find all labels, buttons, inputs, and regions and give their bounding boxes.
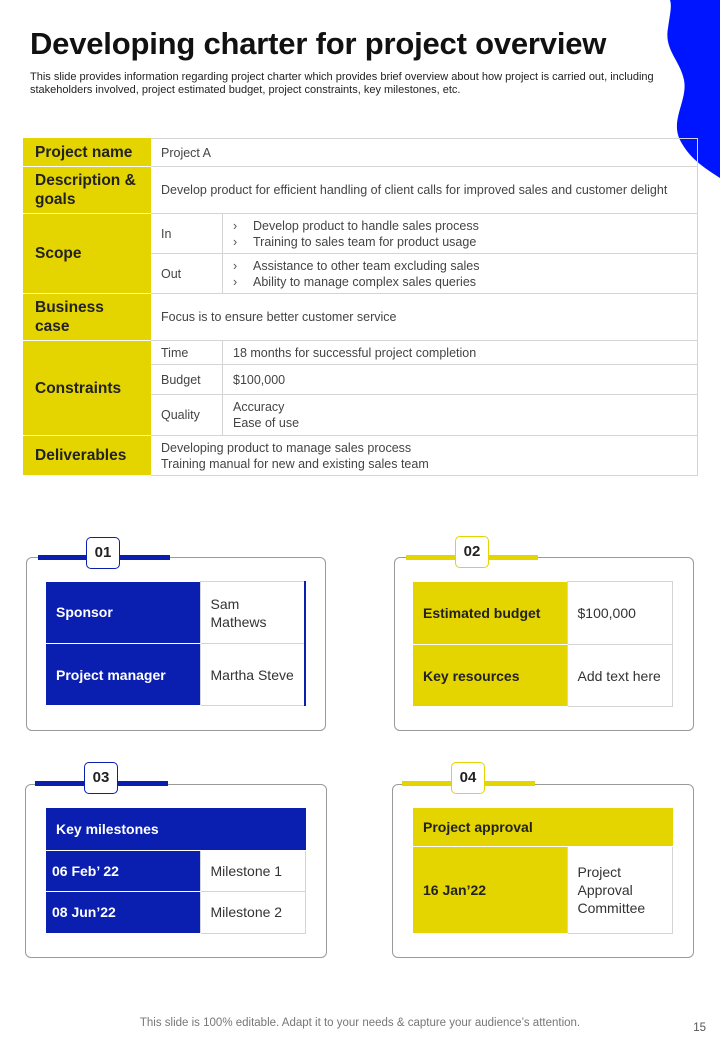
project-manager-value: Martha Steve [200,644,305,706]
list-item: Developing product to manage sales process [161,440,412,455]
table-row [46,808,306,850]
table-row [46,891,306,933]
business-case-value: Focus is to ensure better customer service [151,294,698,341]
footer-note: This slide is 100% editable. Adapt it to your needs & capture your audience’s attention. [139,1017,581,1029]
constraints-quality-label: Quality [151,395,223,436]
stakeholders-table [46,581,306,706]
business-case-label: Business case [24,294,151,341]
deliverables-label: Deliverables [24,436,151,476]
card-04-number-badge: 04 [451,762,485,794]
list-item: › Develop product to handle sales process [233,218,479,233]
key-resources-value: Add text here [567,645,673,707]
table-row [413,645,673,707]
constraints-time-value: 18 months for successful project completion [223,341,698,365]
scope-in-list [223,214,698,254]
table-row [413,846,673,933]
scope-in-label: In [151,214,223,254]
milestone-2-date: 08 Jun’22 [46,891,200,933]
table-row [46,582,305,644]
page-title: Developing charter for project overview [30,26,607,61]
estimated-budget-value: $100,000 [567,582,673,645]
milestone-2-name: Milestone 2 [200,891,306,933]
list-item: Training manual for new and existing sales team [161,456,429,471]
table-row [413,582,673,645]
page-subtitle: This slide provides information regarding project charter which provides brief overview about how project is carried out, including stakeholders involved, project estimated budget, project constraints, key milestones, etc. [30,71,654,96]
scope-out-label: Out [151,254,223,294]
charter-row-scope-in [24,214,698,254]
charter-row-description [24,167,698,214]
charter-row-constraints-time [24,341,698,365]
key-resources-label: Key resources [413,645,567,707]
table-row [46,850,306,891]
constraints-budget-label: Budget [151,365,223,395]
scope-label: Scope [24,214,151,294]
constraints-quality-values [223,395,698,436]
project-charter-table [23,138,698,476]
milestones-table [46,808,306,934]
key-milestones-header: Key milestones [46,808,306,850]
table-row [413,808,673,846]
budget-table [413,581,673,707]
constraints-label: Constraints [24,341,151,436]
card-03-number-badge: 03 [84,762,118,794]
list-item: › Training to sales team for product usage [233,234,477,249]
charter-row-deliverables [24,436,698,476]
estimated-budget-label: Estimated budget [413,582,567,645]
approval-table [413,808,673,934]
table-row [46,644,305,706]
scope-out-list [223,254,698,294]
list-item: Ease of use [233,416,300,430]
description-value: Develop product for efficient handling of client calls for improved sales and customer delight [151,167,698,214]
list-item: › Ability to manage complex sales queries [233,274,477,289]
milestone-1-name: Milestone 1 [200,850,306,891]
card-01-number-badge: 01 [86,537,120,569]
milestone-1-date: 06 Feb’ 22 [46,850,200,891]
project-manager-label: Project manager [46,644,200,706]
sponsor-label: Sponsor [46,582,200,644]
constraints-time-label: Time [151,341,223,365]
approval-date: 16 Jan’22 [413,846,567,933]
project-name-value: Project A [151,139,698,167]
sponsor-value: Sam Mathews [200,582,305,644]
list-item: Accuracy [233,400,285,414]
project-approval-header: Project approval [413,808,673,846]
project-name-label: Project name [24,139,151,167]
deliverables-values [151,436,698,476]
page-number: 15 [693,1022,706,1034]
description-label: Description & goals [24,167,151,214]
constraints-budget-value: $100,000 [223,365,698,395]
approval-committee: Project Approval Committee [567,846,673,933]
charter-row-project-name [24,139,698,167]
list-item: › Assistance to other team excluding sales [233,258,480,273]
charter-row-business-case [24,294,698,341]
card-02-number-badge: 02 [455,536,489,568]
